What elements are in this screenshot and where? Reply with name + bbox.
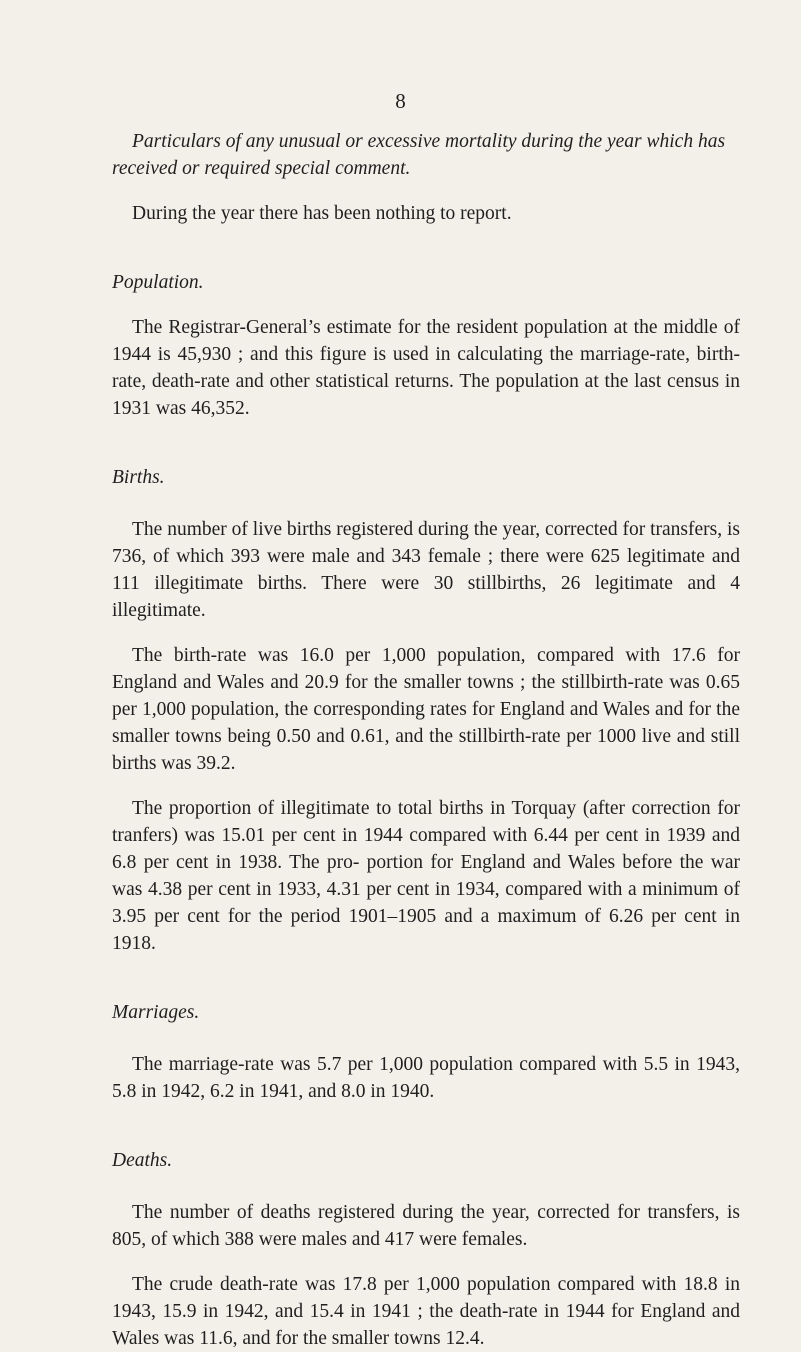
spacer xyxy=(112,1026,740,1051)
population-paragraph: The Registrar-General’s estimate for the resident population at the middle of 1944 is 45,930 ; and this figure is used in calculating the marriage-rate, birth-rate, death-rate and other statistical returns. The population at the last census in 1931 was 46,352. xyxy=(112,317,740,419)
population-heading: Population. xyxy=(112,272,204,293)
births-paragraph-3: The proportion of illegitimate to total births in Torquay (after correction for tranfers) was 15.01 per cent in 1944 compared with 6.44 per cent in 1939 and 6.8 per cent in 1938. The pro- portion for England and Wales before the war was 4.38 per cent in 1933, 4.31 per cent in 1934, compared with a minimum of 3.95 per cent for the period 1901–1905 and a maximum of 6.26 per cent in 1918. xyxy=(112,798,740,954)
births-paragraph-2: The birth-rate was 16.0 per 1,000 population, compared with 17.6 for England and Wales and 20.9 for the smaller towns ; the stillbirth-rate was 0.65 per 1,000 population, the corresponding rates for England and Wales and for the smaller towns being 0.50 and 0.61, and the stillbirth-rate per 1000 live and still births was 39.2. xyxy=(112,645,740,774)
spacer xyxy=(112,957,740,999)
spacer xyxy=(112,777,740,795)
intro-paragraph: During the year there has been nothing to report. xyxy=(132,203,512,224)
spacer xyxy=(112,296,740,314)
spacer xyxy=(112,227,740,269)
page-content xyxy=(112,128,740,1352)
spacer xyxy=(112,182,740,200)
spacer xyxy=(112,491,740,516)
intro-heading: Particulars of any unusual or excessive mortality during the year which has received or required special comment. xyxy=(112,131,726,179)
deaths-paragraph-2: The crude death-rate was 17.8 per 1,000 population compared with 18.8 in 1943, 15.9 in 1942, and 15.4 in 1941 ; the death-rate in 1944 for England and Wales was 11.6, and for the smaller towns 12.4. xyxy=(112,1274,740,1349)
births-heading: Births. xyxy=(112,467,165,488)
deaths-paragraph-1: The number of deaths registered during the year, corrected for transfers, is 805, of which 388 were males and 417 were females. xyxy=(112,1202,740,1250)
deaths-heading: Deaths. xyxy=(112,1150,173,1171)
marriages-paragraph: The marriage-rate was 5.7 per 1,000 population compared with 5.5 in 1943, 5.8 in 1942, 6.2 in 1941, and 8.0 in 1940. xyxy=(112,1054,740,1102)
births-paragraph-1: The number of live births registered during the year, corrected for transfers, is 736, of which 393 were male and 343 female ; there were 625 legitimate and 111 illegitimate births. There were 30 stillbirths, 26 legitimate and 4 illegitimate. xyxy=(112,519,740,621)
spacer xyxy=(112,1174,740,1199)
spacer xyxy=(112,422,740,464)
spacer xyxy=(112,624,740,642)
marriages-heading: Marriages. xyxy=(112,1002,200,1023)
page-number: 8 xyxy=(395,89,406,113)
spacer xyxy=(112,1253,740,1271)
spacer xyxy=(112,1105,740,1147)
